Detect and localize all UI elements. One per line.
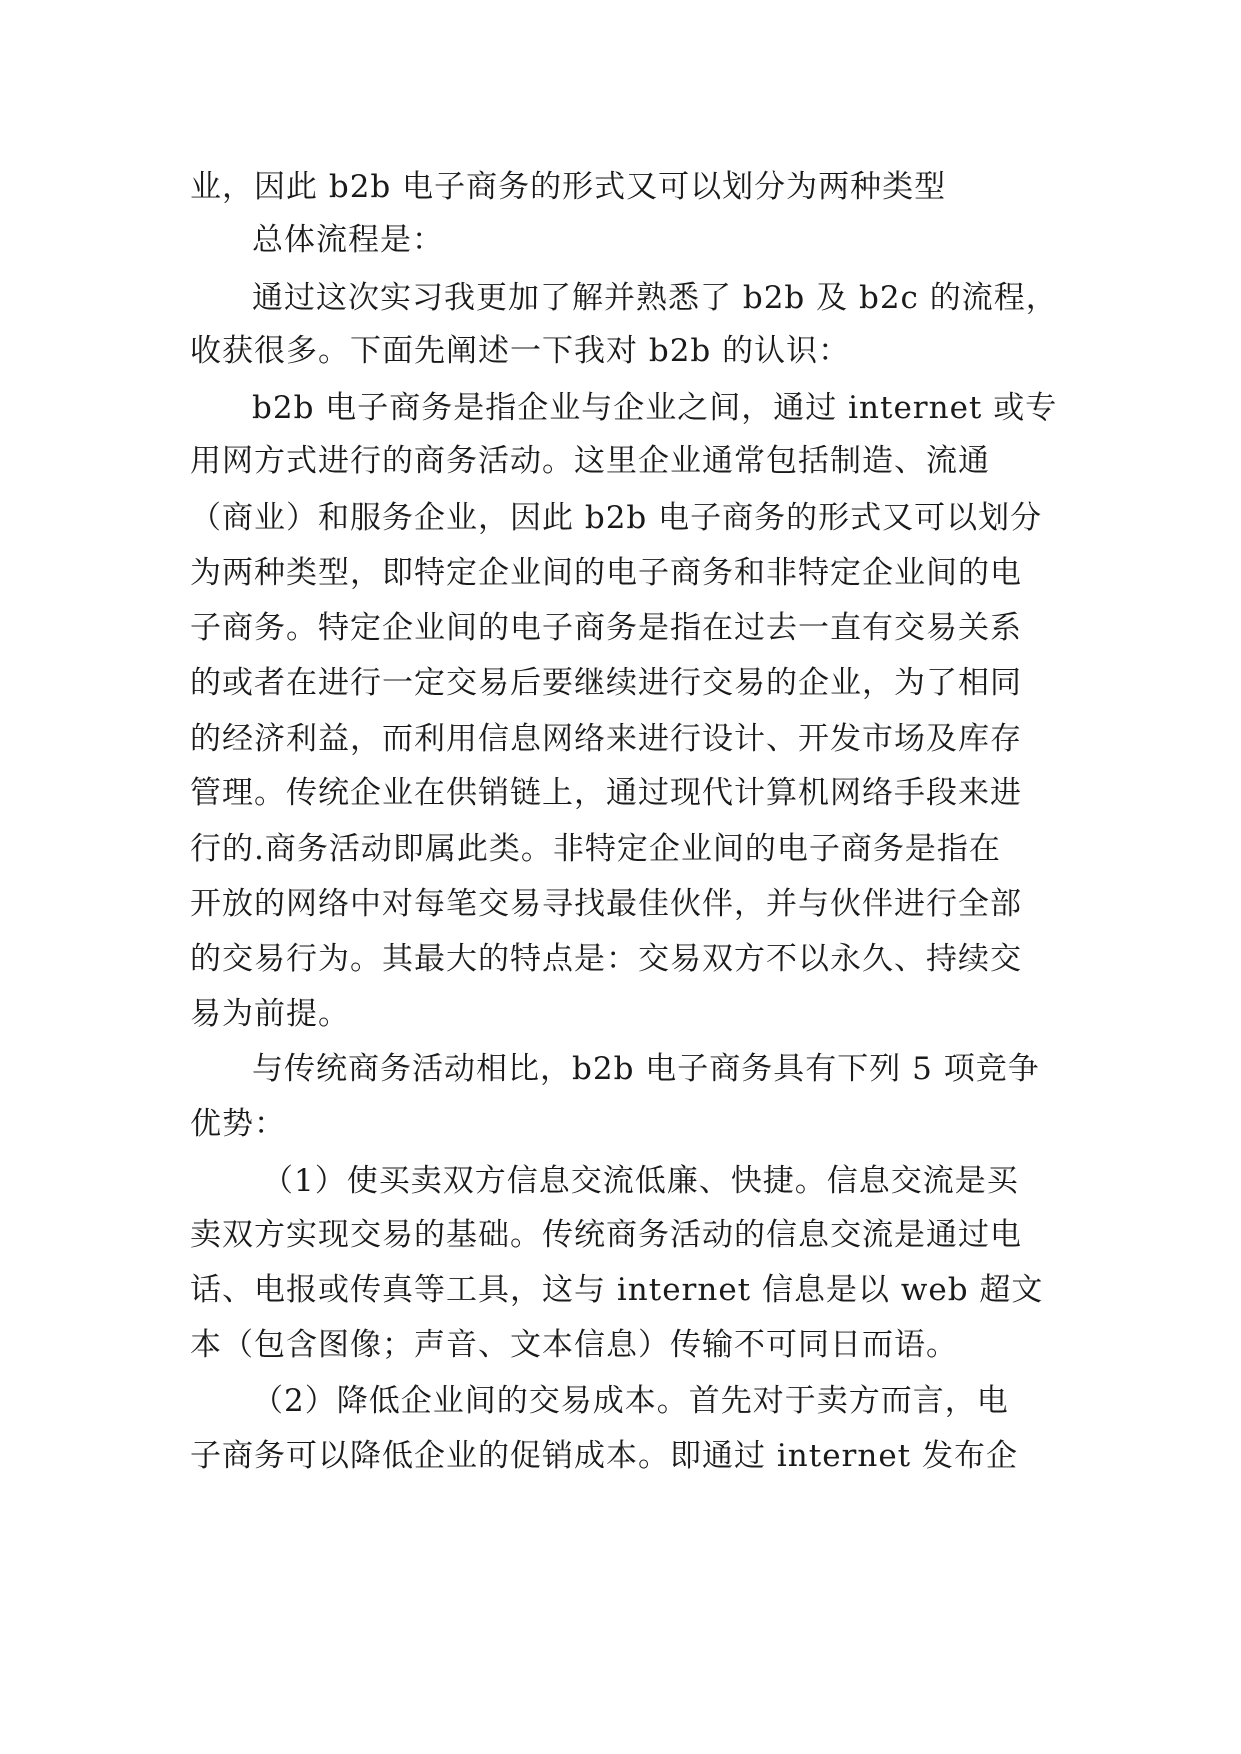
- text-line-8: 为两种类型，即特定企业间的电子商务和非特定企业间的电: [190, 555, 1022, 591]
- text-line-1: 业，因此 b2b 电子商务的形式又可以划分为两种类型: [190, 169, 947, 205]
- text-line-3: 通过这次实习我更加了解并熟悉了 b2b 及 b2c 的流程，: [252, 280, 1058, 316]
- text-line-21: 话、电报或传真等工具，这与 internet 信息是以 web 超文: [190, 1272, 1044, 1308]
- text-line-18: 优势：: [190, 1106, 286, 1142]
- text-line-14: 开放的网络中对每笔交易寻找最佳伙伴，并与伙伴进行全部: [190, 886, 1022, 922]
- text-line-19: （1）使买卖双方信息交流低廉、快捷。信息交流是买: [262, 1163, 1019, 1199]
- text-line-22: 本（包含图像；声音、文本信息）传输不可同日而语。: [190, 1327, 958, 1363]
- text-line-24: 子商务可以降低企业的促销成本。即通过 internet 发布企: [190, 1438, 1018, 1474]
- text-line-17: 与传统商务活动相比，b2b 电子商务具有下列 5 项竞争: [252, 1051, 1040, 1087]
- text-line-5: b2b 电子商务是指企业与企业之间，通过 internet 或专: [252, 390, 1058, 426]
- text-line-10: 的或者在进行一定交易后要继续进行交易的企业，为了相同: [190, 665, 1022, 701]
- text-line-9: 子商务。特定企业间的电子商务是指在过去一直有交易关系: [190, 610, 1022, 646]
- text-line-6: 用网方式进行的商务活动。这里企业通常包括制造、流通: [190, 443, 990, 479]
- text-line-23: （2）降低企业间的交易成本。首先对于卖方而言，电: [252, 1383, 1009, 1419]
- text-line-12: 管理。传统企业在供销链上，通过现代计算机网络手段来进: [190, 775, 1022, 811]
- text-line-4: 收获很多。下面先阐述一下我对 b2b 的认识：: [190, 333, 851, 369]
- text-line-15: 的交易行为。其最大的特点是：交易双方不以永久、持续交: [190, 941, 1022, 977]
- text-line-13: 行的.商务活动即属此类。非特定企业间的电子商务是指在: [190, 831, 1001, 867]
- text-line-16: 易为前提。: [190, 996, 350, 1032]
- text-line-11: 的经济利益，而利用信息网络来进行设计、开发市场及库存: [190, 721, 1022, 757]
- text-line-20: 卖双方实现交易的基础。传统商务活动的信息交流是通过电: [190, 1217, 1022, 1253]
- text-line-7: （商业）和服务企业，因此 b2b 电子商务的形式又可以划分: [190, 500, 1043, 536]
- text-line-2: 总体流程是：: [252, 222, 444, 258]
